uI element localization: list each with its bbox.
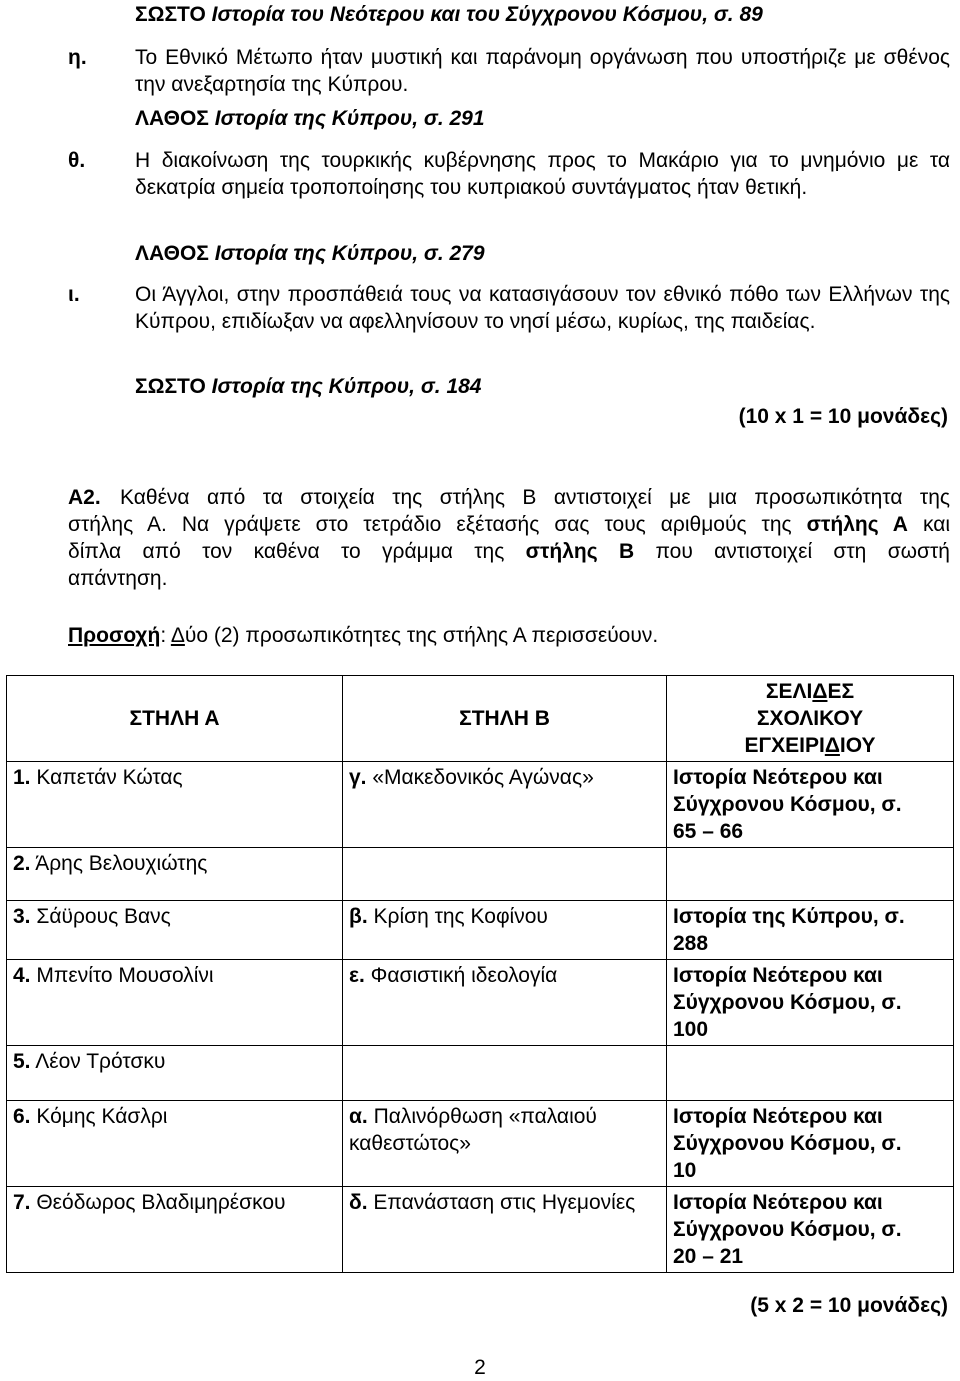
- answer-line: [135, 105, 485, 132]
- reference-pages: 10: [673, 1159, 697, 1182]
- reference-title: Ιστορία Νεότερου και Σύγχρονου Κόσμου, σ.: [673, 766, 902, 816]
- item-letter: θ.: [68, 149, 86, 172]
- reference-cell: [667, 960, 954, 1046]
- answer-line: [135, 373, 481, 400]
- page-number: 2: [474, 1356, 486, 1379]
- source-reference: Ιστορία της Κύπρου, σ. 279: [214, 242, 485, 265]
- reference-title: Ιστορία της Κύπρου, σ.: [673, 905, 905, 928]
- instruction-line: [68, 511, 950, 538]
- item-number: 7.: [13, 1191, 31, 1214]
- column-b-cell: [343, 901, 667, 960]
- column-a-cell: [7, 1046, 343, 1101]
- column-a-cell: [7, 1187, 343, 1273]
- item-text: Επανάσταση στις Ηγεμονίες: [367, 1191, 636, 1214]
- reference-cell: [667, 762, 954, 848]
- reference-title: Ιστορία Νεότερου και Σύγχρονου Κόσμου, σ.: [673, 1105, 902, 1155]
- text: ΣΧΟΛΙΚΟΥ: [756, 707, 864, 730]
- question-label: Α2.: [68, 486, 101, 509]
- item-number: 5.: [13, 1050, 31, 1073]
- text: δίπλα από τον καθένα το γράμμα της: [68, 540, 526, 563]
- item-text: Κρίση της Κοφίνου: [367, 905, 548, 928]
- text: Δ: [170, 624, 185, 647]
- item-letter: ε.: [349, 964, 365, 987]
- text: :: [160, 624, 171, 647]
- column-b-cell: [343, 1187, 667, 1273]
- note-text: ύο (2) προσωπικότητες της στήλης Α περισσεύουν.: [184, 624, 659, 647]
- item-number: 1.: [13, 766, 31, 789]
- reference-cell: [667, 848, 954, 901]
- a2-instructions-cont: [68, 511, 950, 592]
- reference-cell: [667, 1187, 954, 1273]
- verdict: ΣΩΣΤΟ: [135, 375, 206, 398]
- person-name: Λέον Τρότσκυ: [30, 1050, 166, 1073]
- item-letter: δ.: [349, 1191, 368, 1214]
- item-statement: Το Εθνικό Μέτωπο ήταν μυστική και παράνομη οργάνωση που υποστήριζε με σθένος την ανεξαρτησία της Κύπρου.: [135, 46, 950, 96]
- column-a-cell: [7, 901, 343, 960]
- person-name: Καπετάν Κώτας: [30, 766, 183, 789]
- instruction-line: [68, 538, 950, 565]
- reference-cell: [667, 1101, 954, 1187]
- column-a-cell: [7, 848, 343, 901]
- answer-line: [135, 240, 485, 267]
- column-a-cell: [7, 1101, 343, 1187]
- item-text: «Μακεδονικός Αγώνας»: [366, 766, 594, 789]
- table-row: [7, 960, 954, 1046]
- table-row: [7, 1101, 954, 1187]
- verdict: ΣΩΣΤΟ: [135, 3, 206, 26]
- reference-pages: 65 – 66: [673, 820, 744, 843]
- source-reference: Ιστορία της Κύπρου, σ. 184: [211, 375, 482, 398]
- item-letter: η.: [68, 46, 87, 69]
- column-a-cell: [7, 960, 343, 1046]
- table-row: [7, 901, 954, 960]
- a2-marks: (5 x 2 = 10 μονάδες): [750, 1294, 948, 1317]
- item-number: 2.: [13, 852, 31, 875]
- column-header: [667, 676, 954, 762]
- note-label: Προσοχή: [68, 624, 161, 647]
- source-reference: Ιστορία της Κύπρου, σ. 291: [214, 107, 485, 130]
- a1-marks: (10 x 1 = 10 μονάδες): [738, 405, 948, 428]
- column-header: ΣΤΗΛΗ Α: [7, 676, 343, 762]
- person-name: Μπενίτο Μουσολίνι: [30, 964, 214, 987]
- a2-note: [68, 622, 658, 649]
- column-b-cell: [343, 960, 667, 1046]
- item-number: 6.: [13, 1105, 31, 1128]
- text: Δ: [812, 680, 828, 703]
- table-row: [7, 1046, 954, 1101]
- reference-pages: 100: [673, 1018, 709, 1041]
- reference-cell: [667, 1046, 954, 1101]
- text: ΙΟΥ: [839, 734, 876, 757]
- item-number: 3.: [13, 905, 31, 928]
- person-name: Άρης Βελουχιώτης: [30, 852, 208, 875]
- item-letter: α.: [349, 1105, 368, 1128]
- text: που αντιστοιχεί στη σωστή: [634, 540, 950, 563]
- column-b-cell: [343, 1046, 667, 1101]
- table-row: [7, 848, 954, 901]
- column-a-ref: στήλης Α: [806, 513, 908, 536]
- matching-table: [6, 675, 954, 1273]
- source-reference: Ιστορία του Νεότερου και του Σύγχρονου Κόσμου, σ. 89: [211, 3, 763, 26]
- text: Δ: [824, 734, 840, 757]
- text: ΣΕΛΙ: [765, 680, 813, 703]
- column-b-ref: στήλης Β: [525, 540, 635, 563]
- reference-pages: 288: [673, 932, 709, 955]
- reference-cell: [667, 901, 954, 960]
- instruction-line: Καθένα από τα στοιχεία της στήλης Β αντιστοιχεί με μια προσωπικότητα της: [120, 486, 950, 509]
- table-header-row: [7, 676, 954, 762]
- text: στήλης Α. Να γράψετε στο τετράδιο εξέτασής σας τους αριθμούς της: [68, 513, 807, 536]
- person-name: Σάϋρους Βανς: [30, 905, 171, 928]
- text: και: [907, 513, 951, 536]
- table-row: [7, 1187, 954, 1273]
- reference-title: Ιστορία Νεότερου και Σύγχρονου Κόσμου, σ.: [673, 1191, 902, 1241]
- verdict: ΛΑΘΟΣ: [135, 107, 209, 130]
- column-b-cell: [343, 1101, 667, 1187]
- item-statement: Οι Άγγλοι, στην προσπάθειά τους να κατασιγάσουν τον εθνικό πόθο των Ελλήνων της Κύπρου, επιδίωξαν να αφελληνίσουν το νησί μέσω, κυρίως, της παιδείας.: [135, 283, 950, 333]
- item-number: 4.: [13, 964, 31, 987]
- item-statement: Η διακοίνωση της τουρκικής κυβέρνησης προς το Μακάριο για το μνημόνιο με τα δεκατρία σημεία τροποποίησης του κυπριακού συντάγματος ήταν θετική.: [135, 149, 950, 199]
- text: ΕΣ: [827, 680, 855, 703]
- column-header: ΣΤΗΛΗ Β: [343, 676, 667, 762]
- column-b-cell: [343, 762, 667, 848]
- text: ΕΓΧΕΙΡΙ: [744, 734, 825, 757]
- instruction-line: απάντηση.: [68, 567, 168, 590]
- table-row: [7, 762, 954, 848]
- column-b-cell: [343, 848, 667, 901]
- reference-title: Ιστορία Νεότερου και Σύγχρονου Κόσμου, σ.: [673, 964, 902, 1014]
- item-letter: β.: [349, 905, 368, 928]
- person-name: Κόμης Κάσλρι: [30, 1105, 168, 1128]
- a2-instructions: [120, 484, 950, 511]
- column-a-cell: [7, 762, 343, 848]
- item-letter: γ.: [349, 766, 367, 789]
- person-name: Θεόδωρος Βλαδιμηρέσκου: [30, 1191, 286, 1214]
- item-text: Φασιστική ιδεολογία: [364, 964, 558, 987]
- verdict: ΛΑΘΟΣ: [135, 242, 209, 265]
- reference-pages: 20 – 21: [673, 1245, 744, 1268]
- item-text: Παλινόρθωση «παλαιού καθεστώτος»: [349, 1105, 597, 1155]
- item-letter: ι.: [68, 283, 80, 306]
- answer-line-top: [135, 1, 763, 28]
